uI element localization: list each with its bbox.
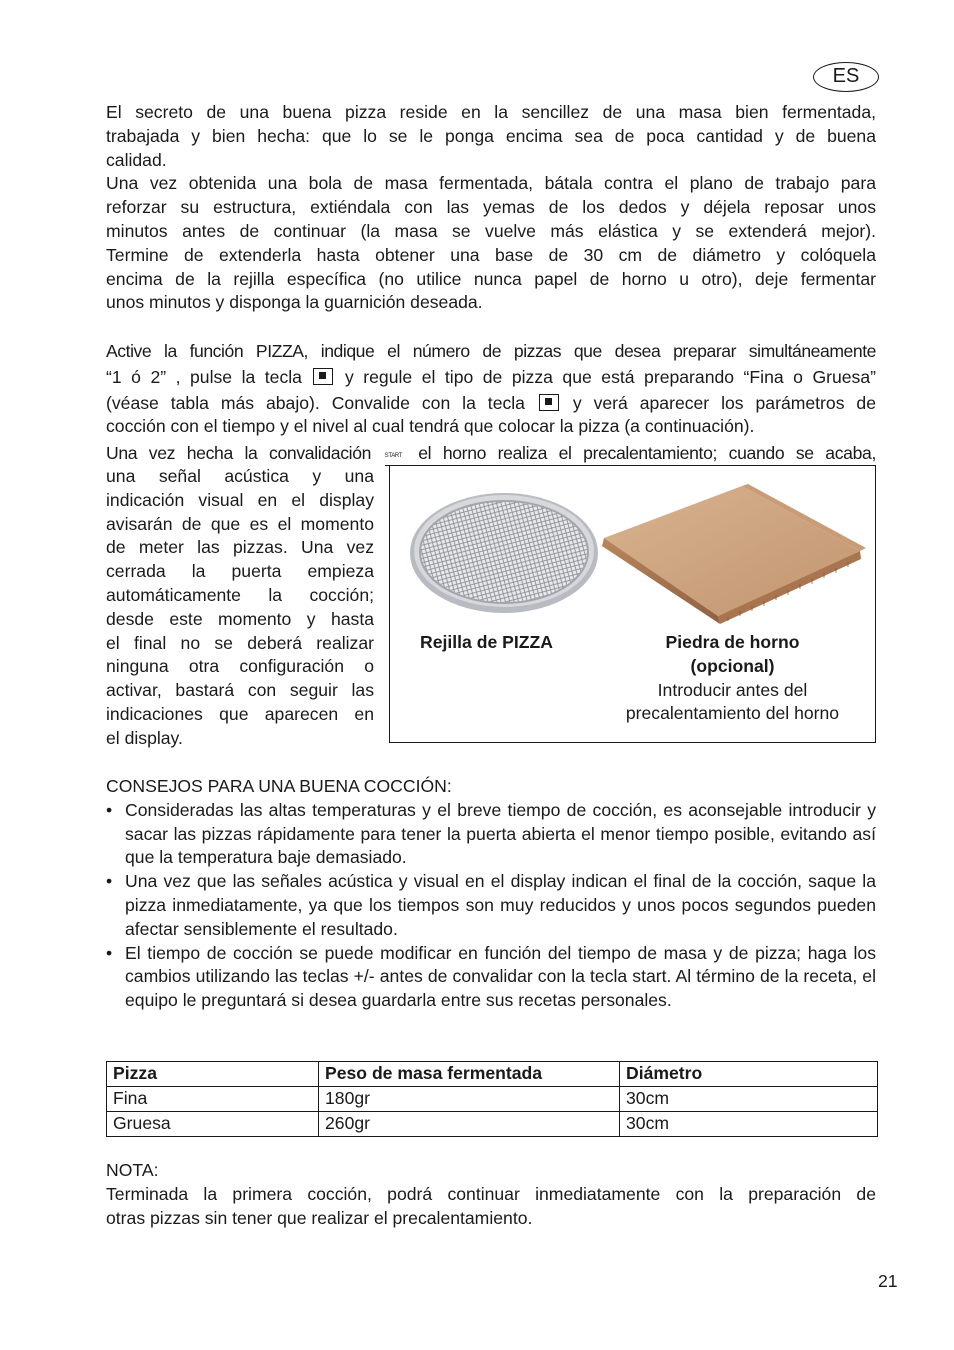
stone-caption-text: precalentamiento del horno	[625, 703, 840, 724]
table-cell: 180gr	[319, 1087, 620, 1112]
text-line: Terminada la primera cocción, podrá continuar inmediatamente con la preparación de	[106, 1183, 876, 1204]
rack-caption: Rejilla de PIZZA	[420, 632, 553, 652]
left-column-text	[106, 465, 374, 751]
text-line: (véase tabla más abajo). Convalide con la tecla y verá aparecer los parámetros de	[106, 392, 876, 413]
start-key-icon: START	[385, 450, 405, 466]
list-item: • Una vez que las señales acústica y visual en el display indican el final de la cocción, saque la pizza inmediatamente, ya que los tiempos son muy reducidos y unos pocos segundos pueden afectar sensiblemente el resultado.	[106, 870, 876, 941]
text-line: Una vez hecha la convalidación START el horno realiza el precalentamiento; cuando se acaba,	[106, 442, 876, 466]
key-icon	[313, 368, 333, 385]
text-line: ninguna otra configuración o	[106, 656, 374, 677]
text-line: otras pizzas sin tener que realizar el precalentamiento.	[106, 1207, 533, 1228]
text-line: Active la función PIZZA, indique el número de pizzas que desea preparar simultáneamente	[106, 341, 876, 361]
text-line: calidad.	[106, 149, 167, 170]
stone-caption-title: Piedra de horno	[665, 632, 800, 652]
table-cell: Gruesa	[107, 1112, 319, 1137]
tips-heading: CONSEJOS PARA UNA BUENA COCCIÓN:	[106, 776, 452, 796]
accessories-figure	[389, 465, 876, 743]
list-item: • El tiempo de cocción se puede modificar en función del tiempo de masa y de pizza; haga los cambios utilizando las teclas +/- antes de convalidar con la tecla start. Al término de la receta, el equipo le preguntará si desea guardarla entre sus recetas personales.	[106, 942, 876, 1013]
table-header-row	[107, 1062, 878, 1087]
text-line: avisarán de que es el momento	[106, 513, 374, 534]
table-header: Peso de masa fermentada	[319, 1062, 620, 1087]
text-line: activar, bastará con seguir las	[106, 680, 374, 701]
table-header: Pizza	[107, 1062, 319, 1087]
text-line: minutos antes de continuar (la masa se vuelve más elástica y se extenderá mejor).	[106, 220, 876, 241]
text-line: El secreto de una buena pizza reside en la sencillez de una masa bien fermentada,	[106, 102, 876, 122]
table-cell: 30cm	[620, 1112, 878, 1137]
note-section	[106, 1159, 876, 1230]
pizza-table	[106, 1061, 878, 1137]
text-line: Termine de extenderla hasta obtener una base de 30 cm de diámetro y colóquela	[106, 244, 876, 265]
text-line: indicaciones que aparecen en	[106, 703, 374, 724]
text-line: cerrada la puerta empieza	[106, 561, 374, 582]
tips-section	[106, 775, 876, 1013]
intro-paragraph	[106, 101, 876, 315]
text-line: el display.	[106, 727, 183, 748]
key-icon	[539, 394, 559, 411]
note-heading: NOTA:	[106, 1160, 159, 1180]
table-cell: 30cm	[620, 1087, 878, 1112]
text-line: automáticamente la cocción;	[106, 584, 374, 605]
text-line: el final no se deberá realizar	[106, 632, 374, 653]
stone-caption-text: Introducir antes del	[657, 679, 808, 700]
text-line: una señal acústica y una	[106, 466, 374, 486]
table-cell: Fina	[107, 1087, 319, 1112]
list-item: • Consideradas las altas temperaturas y el breve tiempo de cocción, es aconsejable introducir y sacar las pizzas rápidamente para tener la puerta abierta el menor tiempo posible, evitando así que la temperatura baje demasiado.	[106, 799, 876, 870]
text-line: indicación visual en el display	[106, 489, 374, 510]
table-row	[107, 1112, 878, 1137]
text-line: Una vez obtenida una bola de masa fermentada, bátala contra el plano de trabajo para	[106, 173, 876, 194]
language-badge: ES	[813, 62, 879, 92]
text-line: de meter las pizzas. Una vez	[106, 537, 374, 558]
stone-caption-subtitle: (opcional)	[690, 655, 775, 676]
text-line: cocción con el tiempo y el nivel al cual tendrá que colocar la pizza (a continuación).	[106, 416, 755, 437]
instructions-paragraph	[106, 340, 876, 466]
text-line: “1 ó 2” , pulse la tecla y regule el tipo de pizza que está preparando “Fina o Gruesa”	[106, 366, 877, 387]
text-line: reforzar su estructura, extiéndala con las yemas de los dedos y déjela reposar unos	[106, 197, 876, 218]
text-line: trabajada y bien hecha: que lo se le ponga encima sea de poca cantidad y de buena	[106, 125, 876, 146]
table-row	[107, 1087, 878, 1112]
stone-caption	[600, 631, 865, 726]
text-line: unos minutos y disponga la guarnición deseada.	[106, 292, 483, 313]
page-number: 21	[878, 1271, 898, 1291]
table-cell: 260gr	[319, 1112, 620, 1137]
text-line: desde este momento y hasta	[106, 608, 374, 629]
pizza-stone-image	[602, 484, 866, 624]
table-header: Diámetro	[620, 1062, 878, 1087]
pizza-rack-image	[410, 493, 598, 613]
text-line: encima de la rejilla específica (no utilice nunca papel de horno u otro), deje fermentar	[106, 268, 876, 289]
